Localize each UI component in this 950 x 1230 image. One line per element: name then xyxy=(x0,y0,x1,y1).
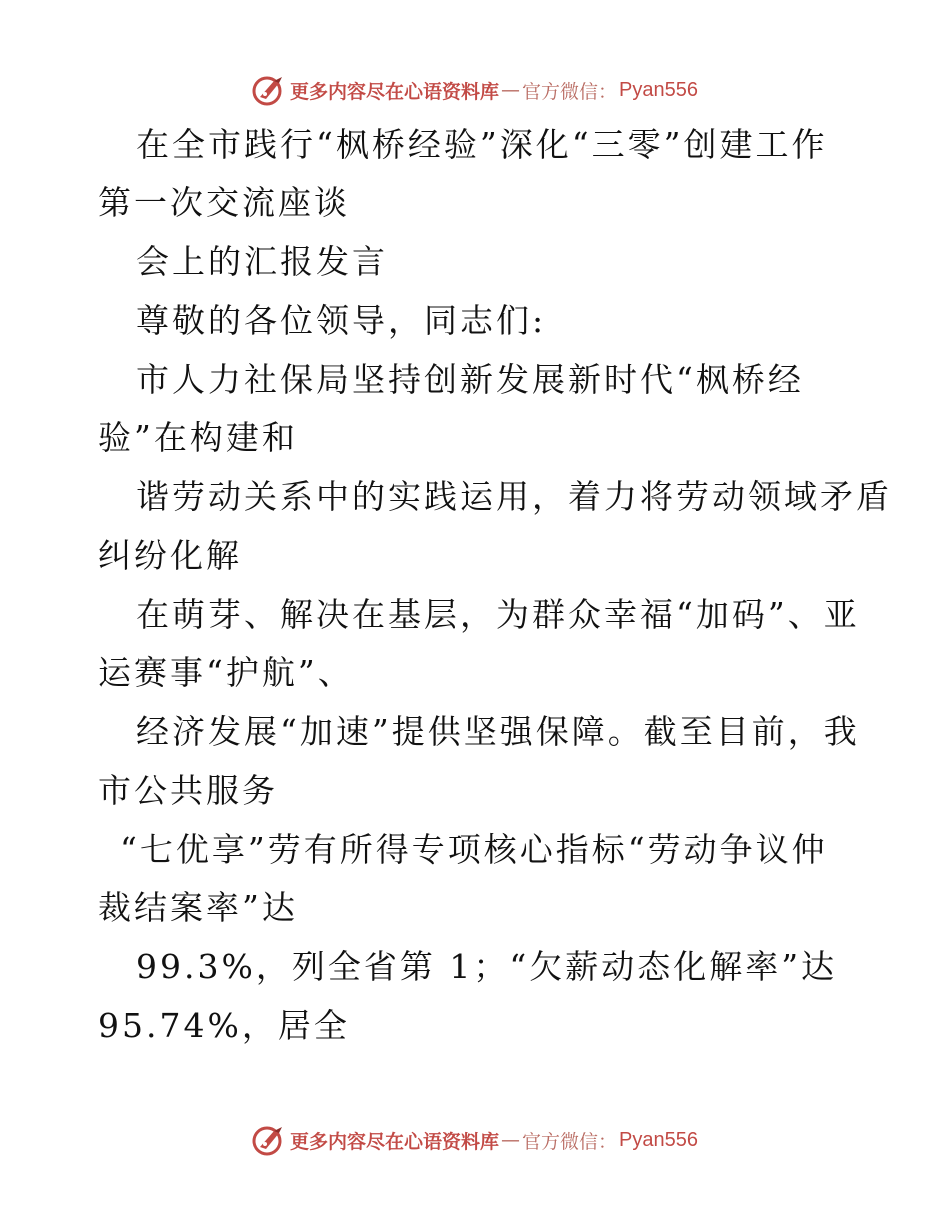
paragraph-line: 市人力社保局坚持创新发展新时代“枫桥经 xyxy=(136,360,804,399)
pen-nib-circle-icon xyxy=(252,73,286,107)
watermark-account-label: 官方微信： xyxy=(522,1130,618,1153)
watermark-text: 更多内容尽在心语资料库 xyxy=(290,80,500,103)
salutation: 尊敬的各位领导，同志们: xyxy=(136,301,547,340)
watermark-dash: — xyxy=(501,79,521,101)
paragraph-line: 在萌芽、解决在基层，为群众幸福“加码”、亚 xyxy=(136,595,860,634)
title-line-3: 会上的汇报发言 xyxy=(136,242,388,281)
paragraph-line: 谐劳动关系中的实践运用，着力将劳动领域矛盾 xyxy=(136,477,892,516)
paragraph-line: 经济发展“加速”提供坚强保障。截至目前，我 xyxy=(136,712,860,751)
watermark-dash: — xyxy=(501,1129,521,1151)
pen-nib-circle-icon xyxy=(252,1123,286,1157)
paragraph-line: 市公共服务 xyxy=(98,771,278,810)
paragraph-line: 95.74%，居全 xyxy=(98,1006,350,1045)
watermark-account-id: Pyan556 xyxy=(619,1128,698,1151)
footer-watermark xyxy=(0,1122,950,1158)
watermark-account-label: 官方微信： xyxy=(522,80,618,103)
paragraph-line: 裁结案率”达 xyxy=(98,888,298,927)
title-line-2: 第一次交流座谈 xyxy=(98,183,350,222)
watermark-text: 更多内容尽在心语资料库 xyxy=(290,1130,500,1153)
paragraph-line: 验”在构建和 xyxy=(98,418,298,457)
watermark-account-id: Pyan556 xyxy=(619,78,698,101)
title-line-1: 在全市践行“枫桥经验”深化“三零”创建工作 xyxy=(136,125,828,164)
header-watermark xyxy=(0,72,950,108)
paragraph-line: 99.3%，列全省第 1；“欠薪动态化解率”达 xyxy=(136,947,838,986)
paragraph-line: 运赛事“护航”、 xyxy=(98,653,354,692)
paragraph-line: 纠纷化解 xyxy=(98,536,242,575)
paragraph-line: “七优享”劳有所得专项核心指标“劳动争议仲 xyxy=(120,830,828,869)
